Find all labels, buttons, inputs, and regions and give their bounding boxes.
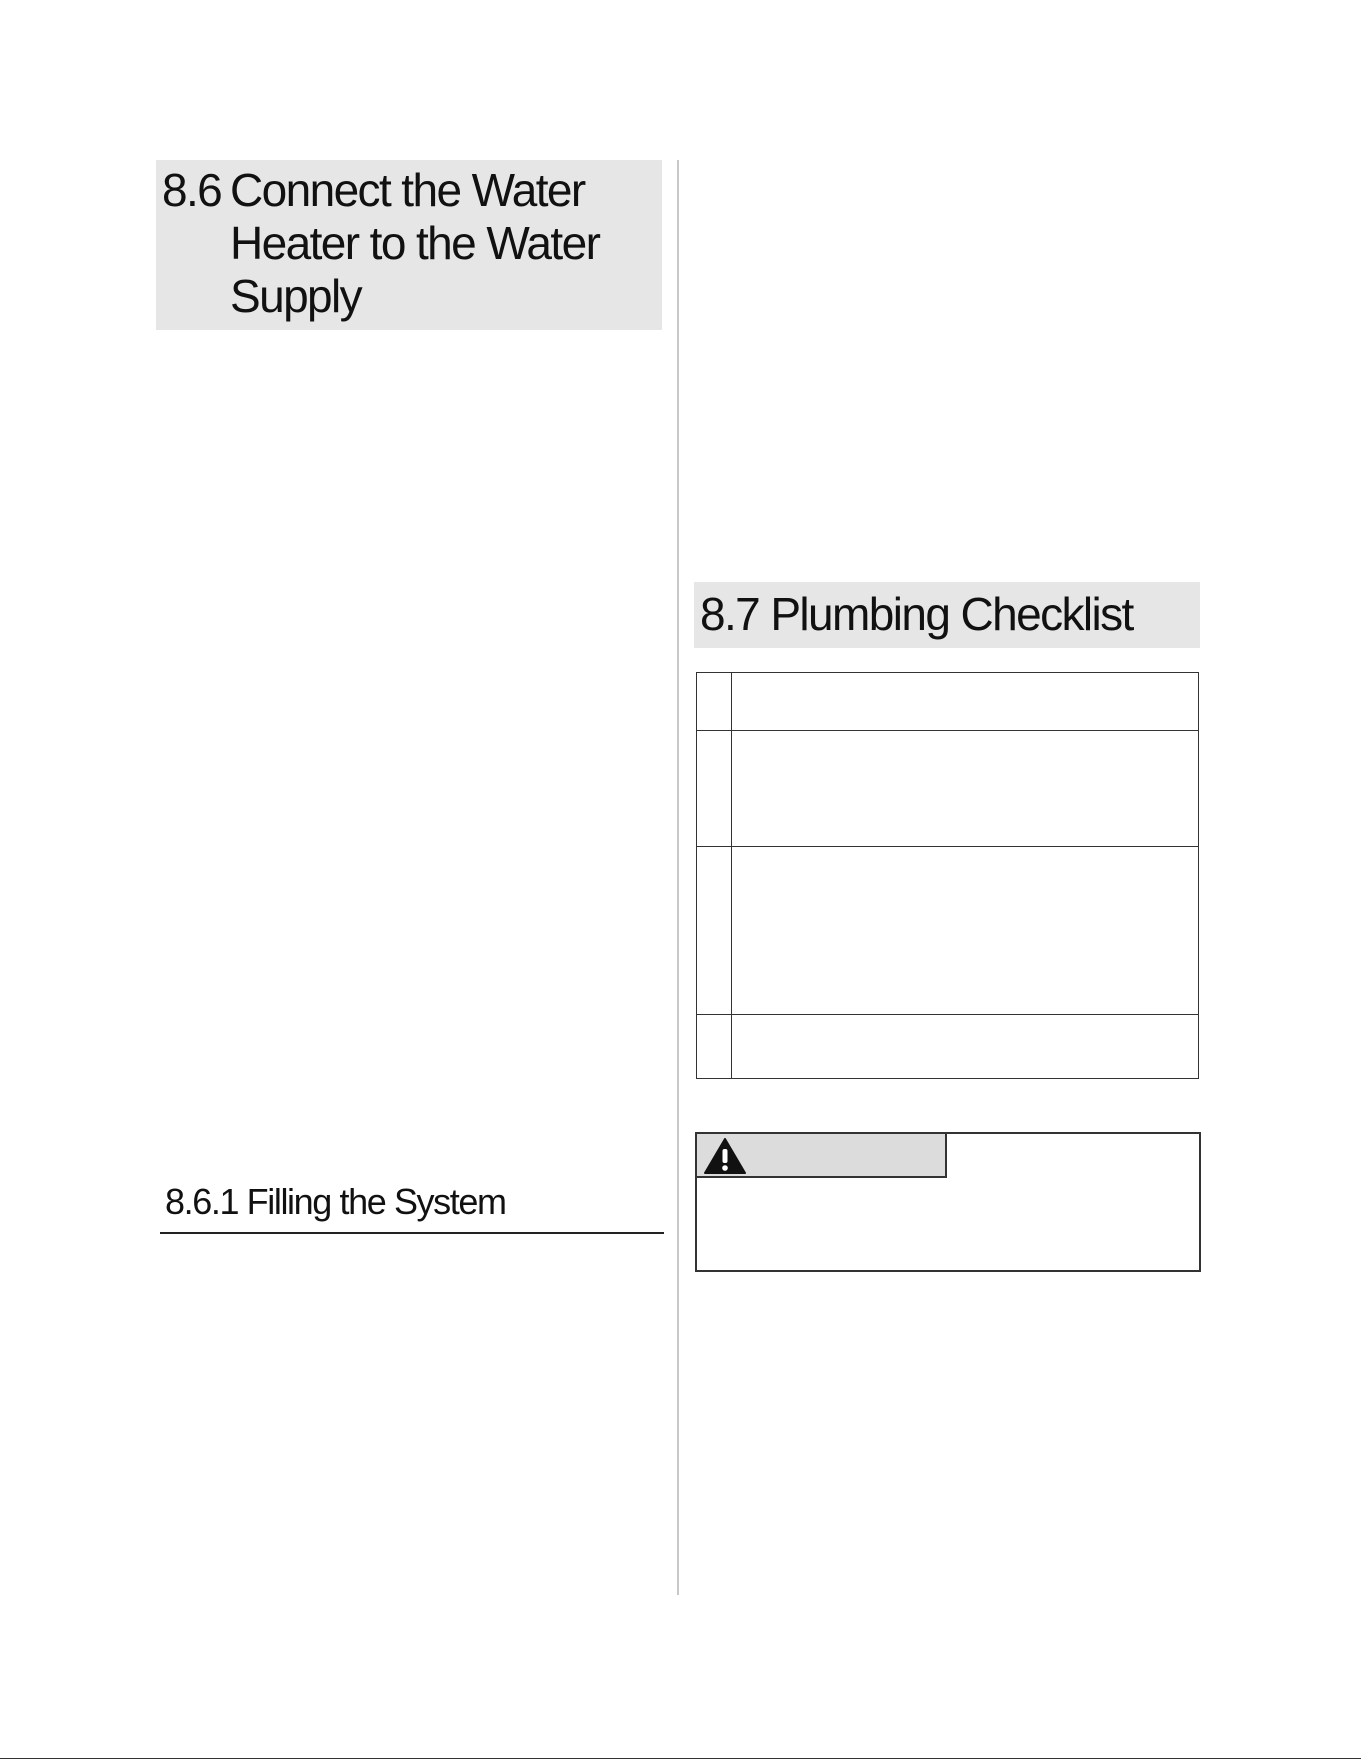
heading-8-6-line-1: Connect the Water <box>230 164 585 216</box>
heading-8-6-line-2: Heater to the Water <box>230 217 600 269</box>
plumbing-checklist-table <box>696 672 1199 1079</box>
subheading-8-6-1: 8.6.1 Filling the System <box>160 1172 664 1234</box>
heading-8-6-row <box>162 164 662 323</box>
checklist-checkbox[interactable] <box>697 847 732 1015</box>
checklist-item-text <box>732 1015 1199 1079</box>
checklist-row <box>697 731 1199 847</box>
section-heading-8-7: 8.7 Plumbing Checklist <box>694 582 1200 648</box>
checklist-checkbox[interactable] <box>697 1015 732 1079</box>
checklist-row <box>697 1015 1199 1079</box>
checklist-item-text <box>732 847 1199 1015</box>
warning-triangle-icon <box>703 1137 747 1175</box>
checklist-checkbox[interactable] <box>697 731 732 847</box>
section-heading-8-6 <box>156 160 662 330</box>
checklist-checkbox[interactable] <box>697 673 732 731</box>
footer-rule <box>0 1758 1361 1759</box>
warning-header <box>695 1132 947 1178</box>
checklist-item-text <box>732 673 1199 731</box>
heading-8-6-number: 8.6 <box>162 164 222 216</box>
heading-8-6-line-3: Supply <box>230 270 362 322</box>
checklist-row <box>697 673 1199 731</box>
checklist-item-text <box>732 731 1199 847</box>
warning-box <box>695 1132 1201 1272</box>
column-divider <box>677 160 679 1595</box>
checklist-row <box>697 847 1199 1015</box>
heading-8-6-title <box>230 164 650 323</box>
